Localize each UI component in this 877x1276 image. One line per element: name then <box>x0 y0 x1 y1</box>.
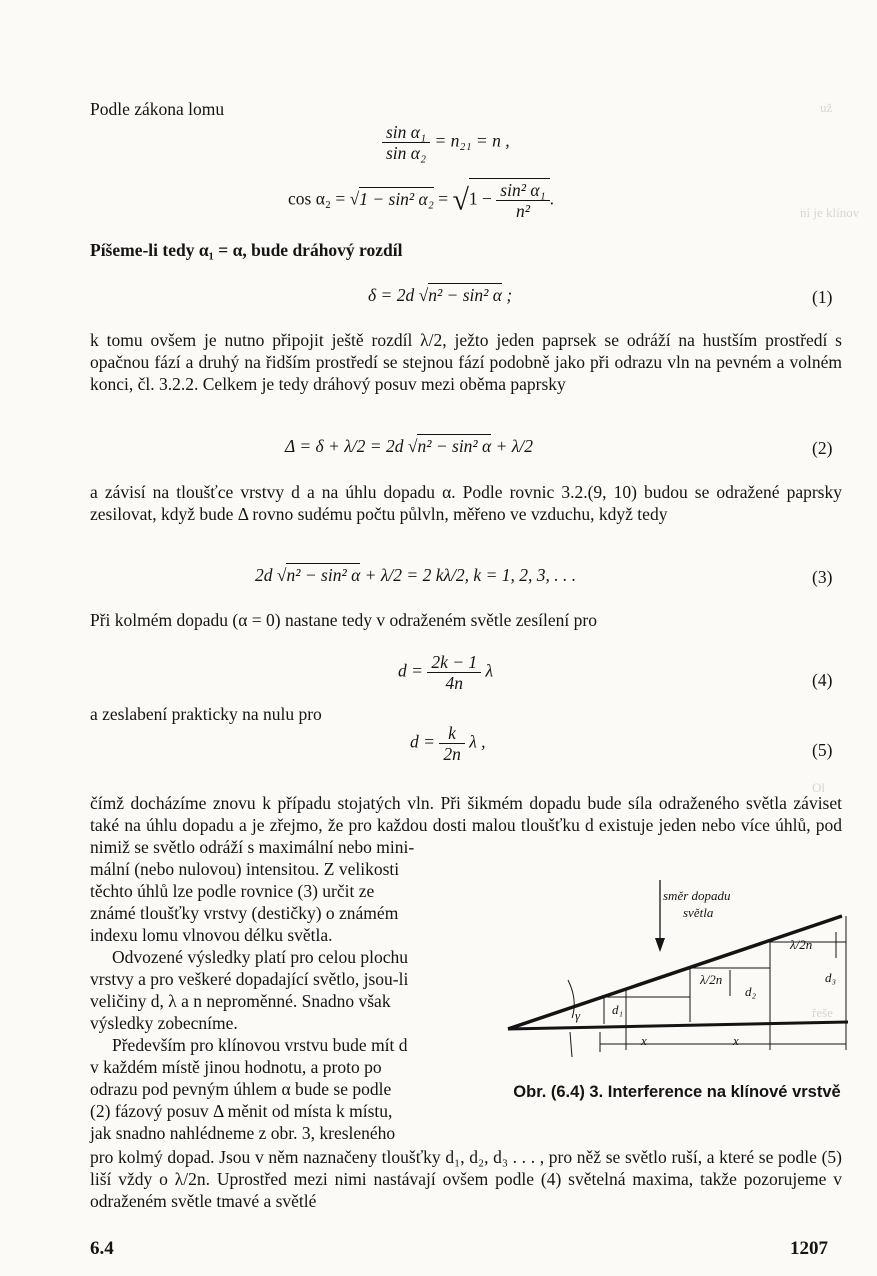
sentence-normal: Při kolmém dopadu (α = 0) nastane tedy v odraženém světle zesílení pro <box>90 610 597 630</box>
left-line: výsledky zobecníme. <box>90 1013 238 1033</box>
eq4-end: λ <box>481 660 494 681</box>
left-line: veličiny d, λ a n neproměnné. Snadno však <box>90 991 391 1011</box>
left-line: Především pro klínovou vrstvu bude mít d <box>112 1035 408 1055</box>
snell-rest: = n₂₁ = n , <box>434 130 510 151</box>
snell-numerator: sin α₁ <box>382 122 430 143</box>
sqrt-sign-large: √ <box>452 183 469 217</box>
paragraph-depends: a závisí na tloušťce vrstvy d a na úhlu dopadu α. Podle rovnic 3.2.(9, 10) budou se odražené paprsky zesilovat, když bude Δ rovno sudému počtu půlvln, měřeno ve vzduchu, když tedy <box>90 482 842 525</box>
angle-marker <box>570 1032 572 1057</box>
equation-5 <box>410 723 486 764</box>
label-direction-2: světla <box>683 905 714 920</box>
label-gamma: γ <box>575 1008 581 1023</box>
angle-arc <box>568 980 574 1018</box>
eq4-lhs: d = <box>398 660 428 681</box>
eq5-lhs: d = <box>410 731 440 752</box>
equation-number-3: (3) <box>812 567 833 587</box>
equation-3: 2d √n² − sin² α + λ/2 = 2 kλ/2, k = 1, 2, 3, . . . <box>255 565 577 585</box>
paragraph-phase: k tomu ovšem je nutno připojit ještě rozdíl λ/2, ježto jeden paprsek se odráží na hustším prostředí s opačnou fází a druhý na řidším prostředí se stejnou fází podobně jako při odrazu vln na pevném a volném konci, čl. 3.2.2. Celkem je tedy dráhový posuv mezi oběma paprsky <box>90 330 842 395</box>
eq1-root: n² − sin² α <box>428 285 502 305</box>
incident-arrowhead <box>655 938 665 952</box>
equation-number-1: (1) <box>812 287 833 307</box>
eq5-end: λ , <box>464 731 486 752</box>
eq3-lhs: 2d <box>255 565 273 585</box>
cos-root: 1 − sin² α₂ <box>359 188 434 209</box>
equation-1: δ = 2d √n² − sin² α ; <box>368 285 513 305</box>
eq1-end: ; <box>501 285 513 305</box>
page-number: 1207 <box>790 1238 828 1259</box>
eq1-lhs: δ = 2d <box>368 285 415 305</box>
sqrt-sign: √ <box>349 188 360 209</box>
left-line: vrstvy a pro veškeré dopadající světlo, jsou-li <box>90 969 409 989</box>
left-line: jak snadno nahlédneme z obr. 3, kresleného <box>90 1123 396 1143</box>
left-line: v každém místě jinou hodnotu, a proto po <box>90 1057 382 1077</box>
left-line: (2) fázový posuv Δ měnit od místa k místu, <box>90 1101 393 1121</box>
label-d3: d₃ <box>825 970 837 985</box>
sentence-weak: a zeslabení prakticky na nulu pro <box>90 704 322 724</box>
eq4-denominator: 4n <box>445 673 463 693</box>
left-line: Odvozené výsledky platí pro celou plochu <box>112 947 408 967</box>
intro-text: Podle zákona lomu <box>90 99 225 119</box>
label-lambda-b: λ/2n <box>790 937 813 952</box>
label-d2: d₂ <box>745 984 757 999</box>
eq4-numerator: 2k − 1 <box>427 652 481 673</box>
cos-end: . <box>549 188 554 209</box>
cos-lhs: cos α₂ = <box>288 188 350 209</box>
equation-snell <box>382 122 510 163</box>
label-x2: x <box>733 1033 739 1048</box>
label-x1: x <box>641 1033 647 1048</box>
eq2-lhs: Δ = δ + λ/2 = 2d <box>285 436 404 456</box>
wedge-top-line <box>508 916 842 1029</box>
left-line: mální (nebo nulovou) intensitou. Z velikosti <box>90 859 400 879</box>
eq2-end: + λ/2 <box>491 436 534 456</box>
paragraph-end: pro kolmý dopad. Jsou v něm naznačeny tloušťky d₁, d₂, d₃ . . . , pro něž se světlo ruší, a které se podle (5) liší vždy o λ/2n. Uprostřed mezi nimi nastávají ovšem podle (4) světelná maxima, takže pozorujeme v odraženém světle tmavé a světlé <box>90 1147 842 1212</box>
eq2-root: n² − sin² α <box>417 436 492 456</box>
label-lambda-a: λ/2n <box>700 972 723 987</box>
cos-one: 1 − <box>468 188 492 209</box>
equation-2: Δ = δ + λ/2 = 2d √n² − sin² α + λ/2 <box>285 436 534 456</box>
equation-number-5: (5) <box>812 740 833 760</box>
sentence-alpha: Píšeme-li tedy α₁ = α, bude dráhový rozdíl <box>90 240 403 260</box>
cos-numerator: sin² α₁ <box>496 180 549 201</box>
left-line: indexu lomu vlnovou délku světla. <box>90 925 333 945</box>
section-number: 6.4 <box>90 1238 114 1259</box>
eq5-numerator: k <box>439 723 465 744</box>
eq3-end: + λ/2 = 2 kλ/2, k = 1, 2, 3, . . . <box>360 565 577 585</box>
left-line: známé tloušťky vrstvy (destičky) o známém <box>90 903 399 923</box>
label-d1: d₁ <box>612 1002 624 1017</box>
wedge-bottom-line <box>508 1022 848 1029</box>
label-direction-1: směr dopadu <box>663 888 731 903</box>
equation-4 <box>398 652 493 693</box>
equation-cos <box>288 178 554 221</box>
equation-number-2: (2) <box>812 438 833 458</box>
equation-number-4: (4) <box>812 670 833 690</box>
eq3-root: n² − sin² α <box>286 565 361 585</box>
snell-denominator: sin α₂ <box>386 143 427 163</box>
eq5-denominator: 2n <box>443 744 461 764</box>
cos-denominator: n² <box>515 201 530 221</box>
left-line: těchto úhlů lze podle rovnice (3) určit ze <box>90 881 375 901</box>
paragraph-standing: čímž docházíme znovu k případu stojatých vln. Při šikmém dopadu bude síla odraženého světla záviset také na úhlu dopadu a je zřejmo, že pro každou dosti malou tloušťku d existuje jeden nebo více úhlů, pod nimiž se světlo odráží s maximální nebo mini- <box>90 793 842 858</box>
cos-mid: = <box>433 188 453 209</box>
left-line: odrazu pod pevným úhlem α bude se podle <box>90 1079 392 1099</box>
figure-caption: Obr. (6.4) 3. Interference na klínové vrstvě <box>513 1083 841 1101</box>
